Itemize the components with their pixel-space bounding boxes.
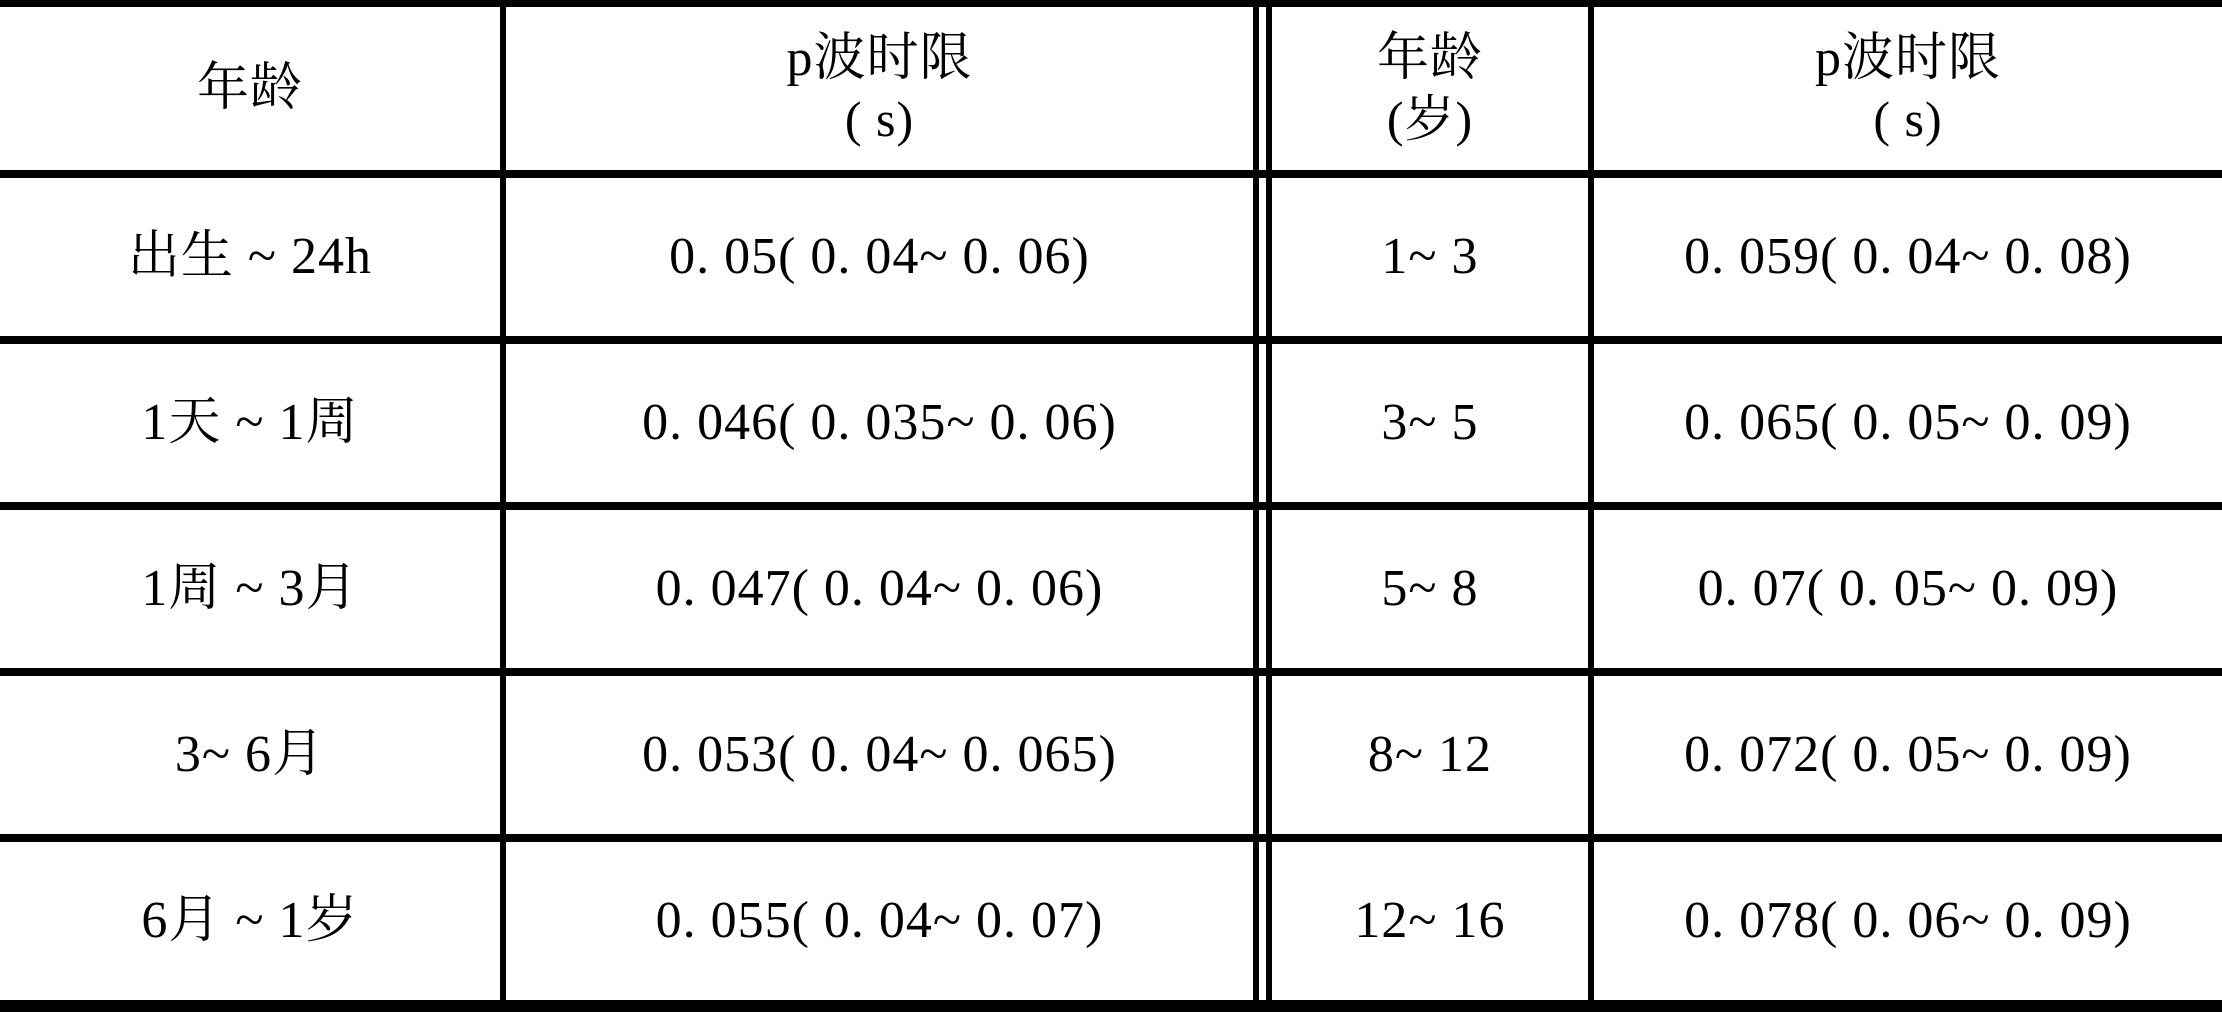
row-separator: [0, 170, 2222, 178]
double-divider-gap: [1259, 676, 1266, 834]
age-cell-left: 出生 ~ 24h: [127, 228, 373, 286]
table-top-border: [0, 0, 2222, 7]
double-divider-gap: [1259, 842, 1266, 1000]
table-row: [0, 510, 2222, 668]
pwave-cell-right: 0. 072( 0. 05~ 0. 09): [1684, 726, 2132, 784]
age-cell-right: 5~ 8: [1381, 560, 1479, 618]
age-header-left: [0, 7, 500, 170]
pwave-cell-right: 0. 065( 0. 05~ 0. 09): [1684, 394, 2132, 452]
pwave-cell-right: 0. 059( 0. 04~ 0. 08): [1684, 228, 2132, 286]
table-bottom-border: [0, 1000, 2222, 1012]
pwave-cell-right: 0. 07( 0. 05~ 0. 09): [1697, 560, 2119, 618]
pwave-header-right: [1594, 7, 2222, 170]
row-separator: [0, 834, 2222, 842]
age-cell-right: 3~ 5: [1381, 394, 1479, 452]
age-cell-left: 6月 ~ 1岁: [141, 892, 359, 950]
age-header-right: [1272, 7, 1588, 170]
row-separator: [0, 502, 2222, 510]
pwave-header-right-line1: p波时限: [1814, 30, 2001, 88]
age-header-right-line2: (岁): [1386, 90, 1474, 147]
age-cell-left: 1天 ~ 1周: [141, 394, 359, 452]
table-row: [0, 344, 2222, 502]
pwave-header-left: [506, 7, 1253, 170]
pwave-cell-left: 0. 053( 0. 04~ 0. 065): [642, 726, 1117, 784]
age-cell-right: 1~ 3: [1381, 228, 1479, 286]
pwave-cell-left: 0. 055( 0. 04~ 0. 07): [655, 892, 1104, 950]
age-cell-right: 8~ 12: [1367, 726, 1493, 784]
age-cell-right: 12~ 16: [1354, 892, 1506, 950]
pwave-header-left-line1: p波时限: [786, 30, 973, 88]
table-row: [0, 842, 2222, 1000]
double-divider-gap: [1259, 178, 1266, 336]
pwave-header-left-line2: ( s): [844, 90, 915, 147]
table-header-row: [0, 7, 2222, 170]
pwave-header-right-line2: ( s): [1873, 90, 1943, 147]
table-row: [0, 676, 2222, 834]
pwave-cell-right: 0. 078( 0. 06~ 0. 09): [1684, 892, 2132, 950]
table-row: [0, 178, 2222, 336]
row-separator: [0, 336, 2222, 344]
row-separator: [0, 668, 2222, 676]
age-cell-left: 1周 ~ 3月: [141, 560, 359, 618]
pwave-cell-left: 0. 05( 0. 04~ 0. 06): [669, 228, 1090, 286]
double-divider-gap: [1259, 344, 1266, 502]
double-divider-gap: [1259, 7, 1266, 170]
double-divider-gap: [1259, 510, 1266, 668]
pwave-cell-left: 0. 047( 0. 04~ 0. 06): [655, 560, 1104, 618]
age-cell-left: 3~ 6月: [174, 726, 326, 784]
age-header-right-line1: 年龄: [1376, 30, 1483, 88]
pwave-cell-left: 0. 046( 0. 035~ 0. 06): [642, 394, 1117, 452]
age-header-left-label: 年龄: [196, 59, 303, 117]
